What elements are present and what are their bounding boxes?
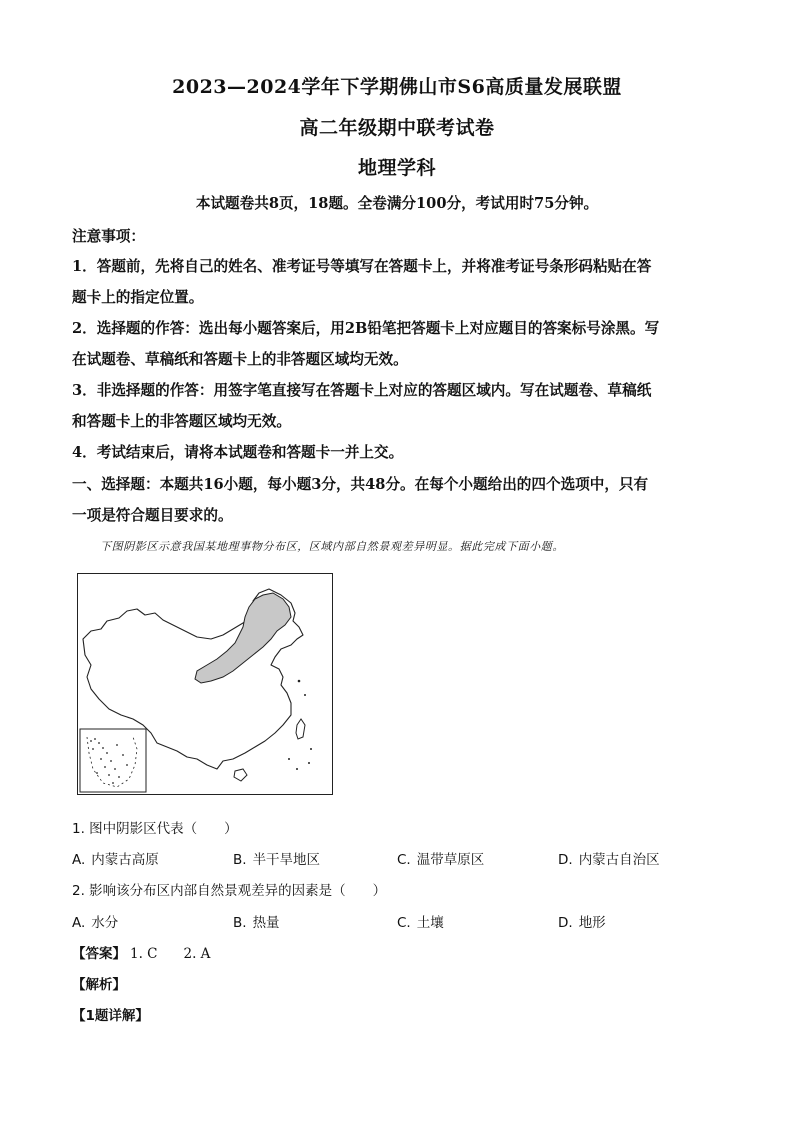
notes-line: 1．答题前，先将自己的姓名、准考证号等填写在答题卡上，并将准考证号条形码粘贴在答 xyxy=(72,258,652,275)
question-2-stem: 2. 影响该分布区内部自然景观差异的因素是（ ） xyxy=(72,883,387,899)
notes-line: 4．考试结束后，请将本试题卷和答题卡一并上交。 xyxy=(72,444,404,461)
notes-line: 题卡上的指定位置。 xyxy=(72,289,204,306)
option-text: 半干旱地区 xyxy=(252,852,321,868)
option-key: C. xyxy=(397,915,411,931)
china-map-figure xyxy=(77,573,333,795)
q2-option-b[interactable] xyxy=(233,911,280,931)
island-dot xyxy=(298,680,301,683)
notes-line: 在试题卷、草稿纸和答题卡上的非答题区域均无效。 xyxy=(72,351,408,368)
option-text: 土壤 xyxy=(416,915,444,931)
q2-option-a[interactable] xyxy=(72,911,118,931)
notes-line: 2．选择题的作答：选出每小题答案后，用2B铅笔把答题卡上对应题目的答案标号涂黑。写 xyxy=(72,320,660,337)
island-dot xyxy=(310,748,312,750)
island-dot xyxy=(308,762,310,764)
detail-label: 【1题详解】 xyxy=(72,1008,149,1024)
title-line-1: 2023—2024学年下学期佛山市S6高质量发展联盟 xyxy=(172,76,622,98)
q1-option-c[interactable] xyxy=(397,848,484,868)
option-key: A. xyxy=(72,852,86,868)
option-text: 内蒙古自治区 xyxy=(578,852,660,868)
answer-line xyxy=(72,942,210,962)
option-key: B. xyxy=(233,915,247,931)
q1-option-d[interactable] xyxy=(558,848,660,868)
option-text: 内蒙古高原 xyxy=(91,852,159,868)
title-line-3: 地理学科 xyxy=(357,157,436,179)
option-key: D. xyxy=(558,852,573,868)
option-text: 热量 xyxy=(252,915,280,931)
exam-info: 本试题卷共8页，18题。全卷满分100分，考试用时75分钟。 xyxy=(195,195,599,212)
question-intro: 下图阴影区示意我国某地理事物分布区，区域内部自然景观差异明显。据此完成下面小题。 xyxy=(100,540,564,553)
title-line-2: 高二年级期中联考试卷 xyxy=(299,117,495,139)
island-dot xyxy=(304,694,306,696)
option-key: B. xyxy=(233,852,247,868)
notes-line: 和答题卡上的非答题区域均无效。 xyxy=(72,413,291,430)
answer-2: 2. A xyxy=(183,946,211,962)
q2-option-c[interactable] xyxy=(397,911,444,931)
option-key: C. xyxy=(397,852,411,868)
notes-heading: 注意事项： xyxy=(72,228,145,245)
option-key: A. xyxy=(72,915,86,931)
answer-label: 【答案】 xyxy=(72,946,126,962)
section-heading-cont: 一项是符合题目要求的。 xyxy=(72,507,233,524)
island-dot xyxy=(296,768,298,770)
analysis-label: 【解析】 xyxy=(72,977,126,993)
island-dot xyxy=(288,758,290,760)
q1-option-a[interactable] xyxy=(72,848,159,868)
notes-line: 3．非选择题的作答：用签字笔直接写在答题卡上对应的答题区域内。写在试题卷、草稿纸 xyxy=(72,382,652,399)
answer-1: 1. C xyxy=(130,946,158,962)
option-key: D. xyxy=(558,915,573,931)
option-text: 地形 xyxy=(578,915,606,931)
q2-option-d[interactable] xyxy=(558,911,606,931)
question-1-stem: 1. 图中阴影区代表（ ） xyxy=(72,821,238,837)
q1-option-b[interactable] xyxy=(233,848,320,868)
option-text: 温带草原区 xyxy=(416,852,485,868)
section-heading: 一、选择题：本题共16小题，每小题3分，共48分。在每个小题给出的四个选项中，只有 xyxy=(72,476,649,493)
option-text: 水分 xyxy=(91,915,119,931)
